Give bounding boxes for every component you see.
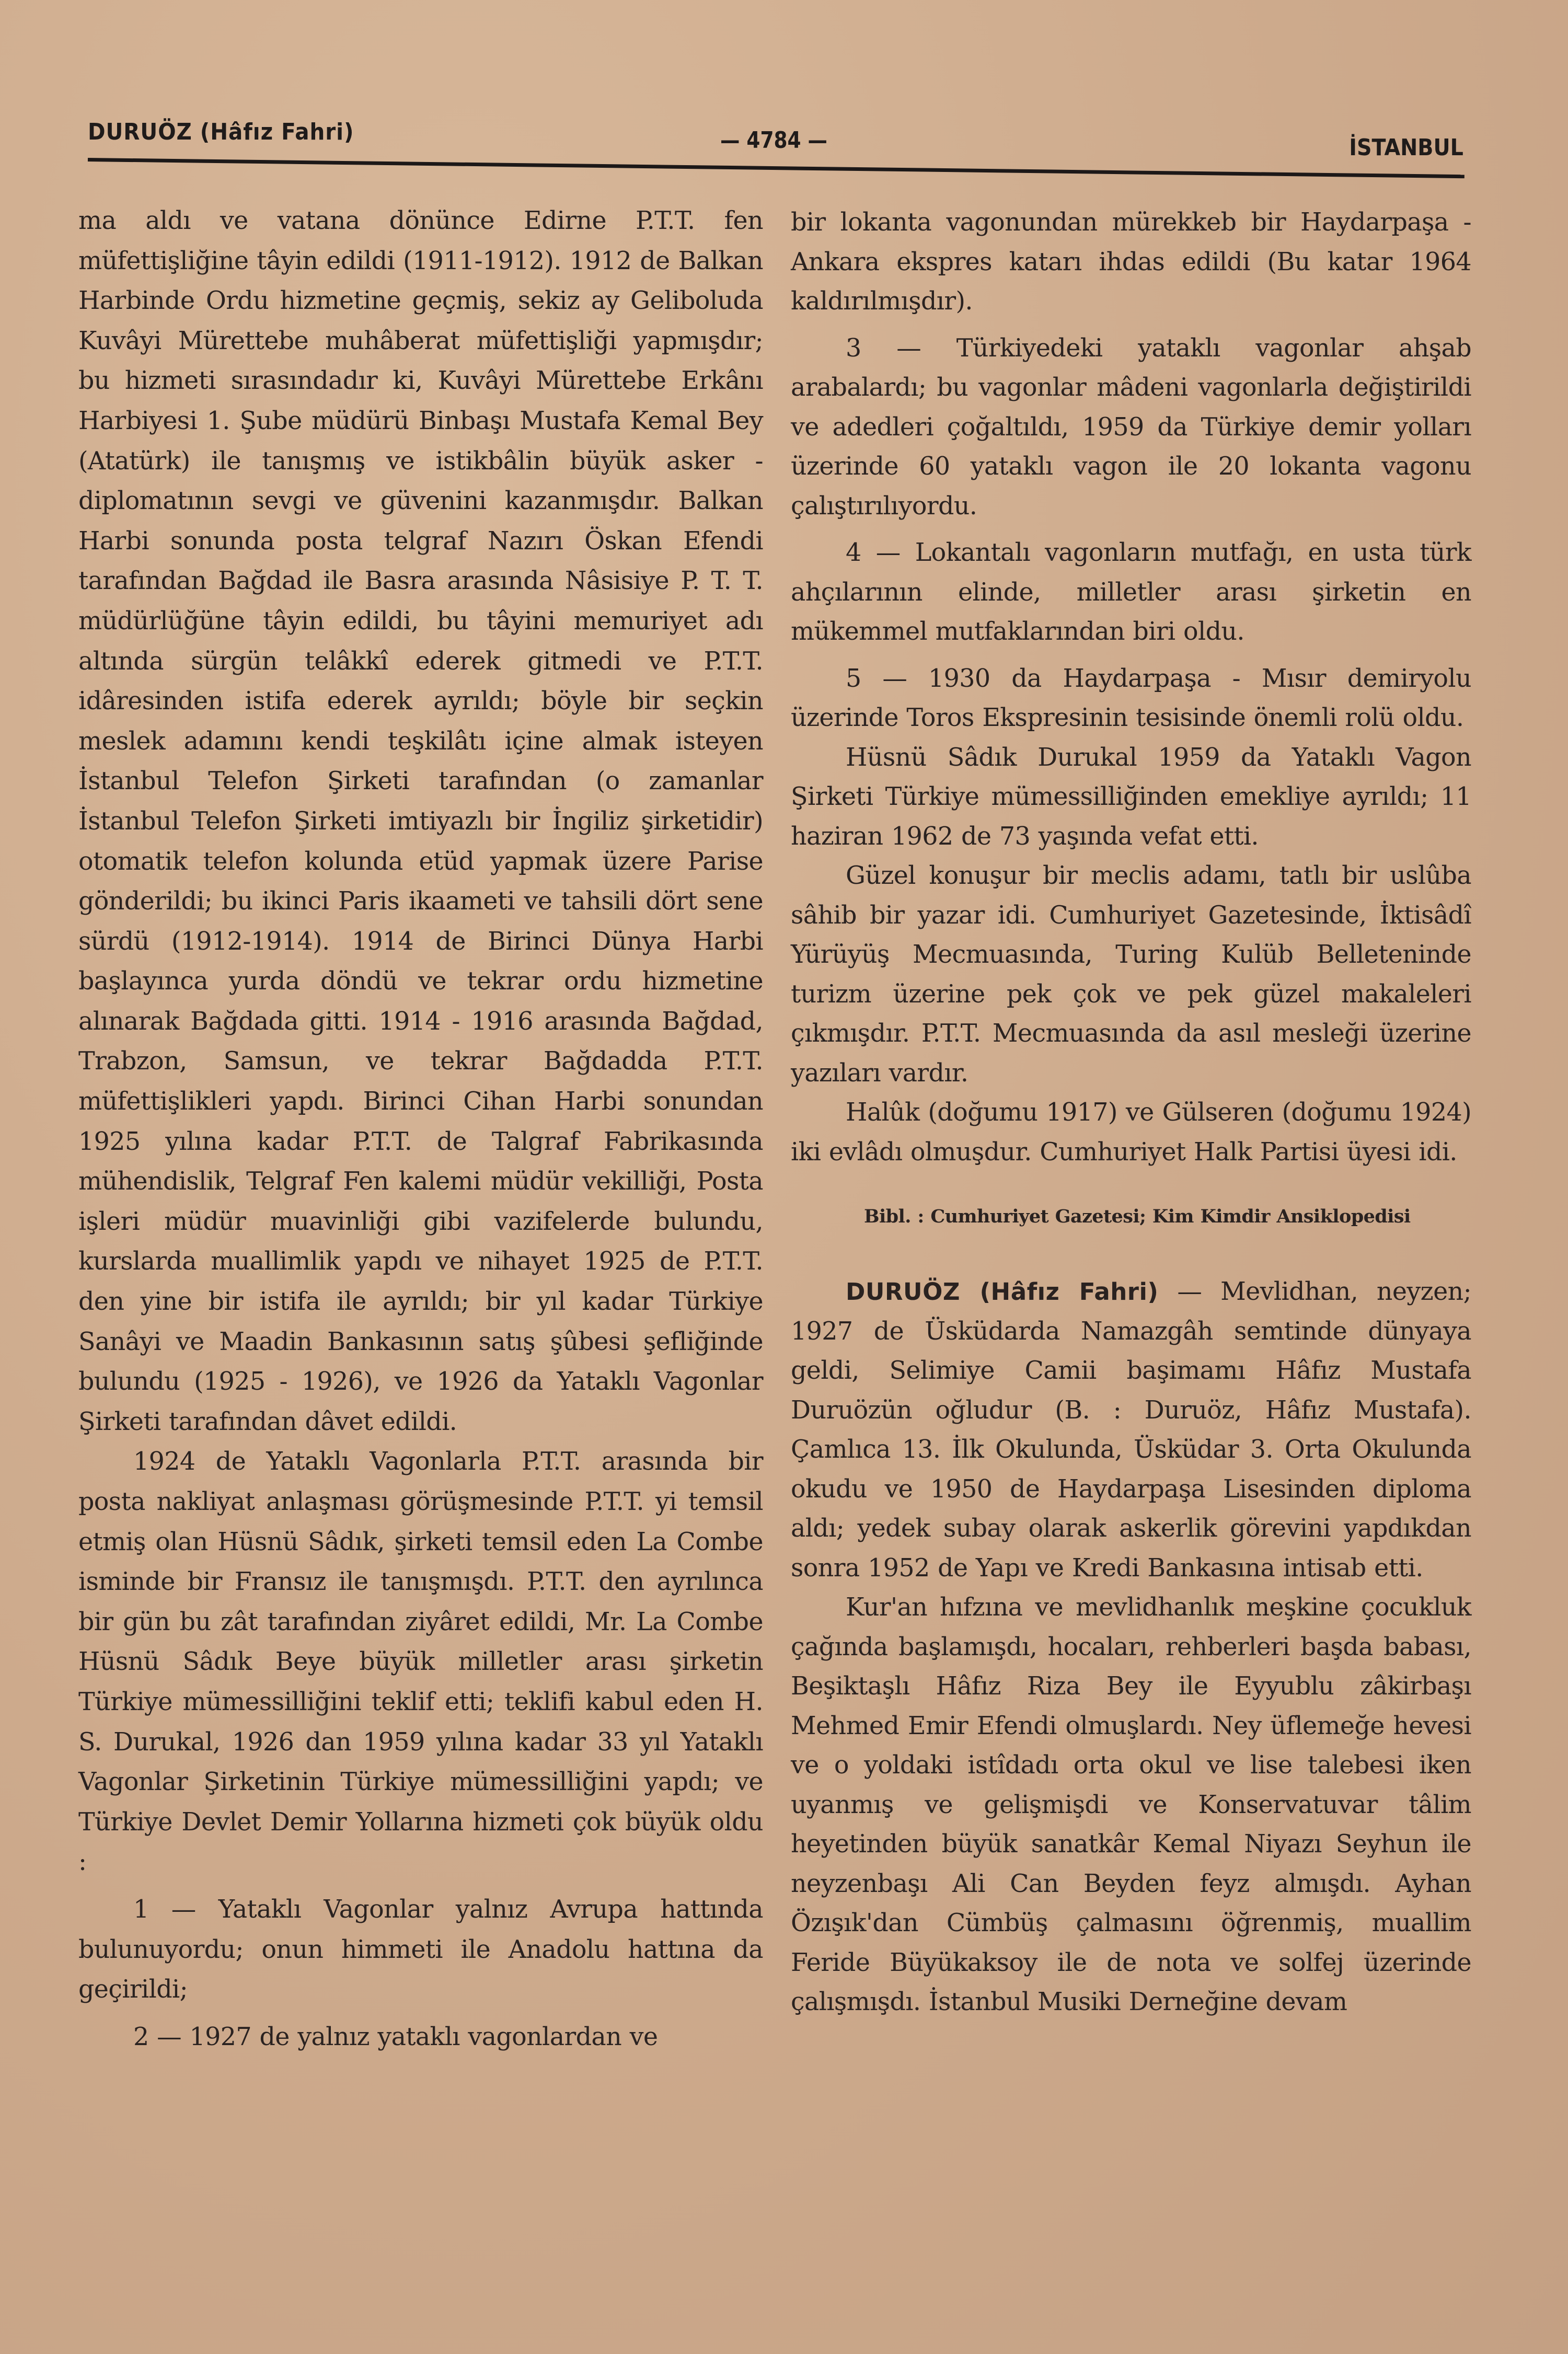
header-rule — [88, 158, 1465, 178]
page-number: — 4784 — — [720, 127, 827, 154]
encyclopedia-entry — [791, 1272, 1471, 1588]
bibliography-label: Bibl. : — [864, 1206, 924, 1227]
left-column — [78, 201, 763, 2057]
running-head — [88, 107, 1463, 161]
list-item: 4 — Lokantalı vagonların mutfağı, en usta türk ahçılarının elinde, milletler arası şirketin en mükemmel mutfaklarından biri oldu. — [791, 538, 1471, 646]
paragraph: Güzel konuşur bir meclis adamı, tatlı bir uslûba sâhib bir yazar idi. Cumhuriyet Gazetesinde, İktisâdî Yürüyüş Mecmuasında, Turing Kulüb Belleteninde turizm üzerine pek çok ve pek güzel makaleleri çıkmışdır. P.T.T. Mecmuasında da asıl mesleği üzerine yazıları vardır. — [791, 861, 1471, 1088]
running-head-city: İSTANBUL — [1349, 134, 1463, 161]
paragraph: bir lokanta vagonundan mürekkeb bir Haydarpaşa - Ankara ekspres katarı ihdas edildi (Bu katar 1964 kaldırılmışdır). — [791, 208, 1471, 316]
paragraph: Halûk (doğumu 1917) ve Gülseren (doğumu 1924) iki evlâdı olmuşdur. Cumhuriyet Halk Partisi üyesi idi. — [791, 1098, 1471, 1167]
right-column — [791, 203, 1471, 2022]
bibliography-text: Cumhuriyet Gazetesi; Kim Kimdir Ansiklopedisi — [930, 1206, 1411, 1227]
entry-headword: DURUÖZ (Hâfız Fahri) — [846, 1278, 1159, 1306]
paragraph: Hüsnü Sâdık Durukal 1959 da Yataklı Vagon Şirketi Türkiye mümessilliğinden emekliye ayrıldı; 11 haziran 1962 de 73 yaşında vefat etti. — [791, 743, 1471, 851]
paragraph: ma aldı ve vatana dönünce Edirne P.T.T. fen müfettişliğine tâyin edildi (1911-1912). 1912 de Balkan Harbinde Ordu hizmetine geçmiş, sekiz ay Geliboluda Kuvâyi Mürettebe muhâberat müfettişliği yapmışdır; bu hizmeti sırasındadır ki, Kuvâyi Mürettebe Erkânı Harbiyesi 1. Şube müdürü Binbaşı Mustafa Kemal Bey (Atatürk) ile tanışmış ve istikbâlin büyük asker - diplomatının sevgi ve güvenini kazanmışdır. Balkan Harbi sonunda posta telgraf Nazırı Öskan Efendi tarafından Bağdad ile Basra arasında Nâsisiye P. T. T. müdürlüğüne tâyin edildi, bu tâyini memuriyet adı altında sürgün telâkkî ederek gitmedi ve P.T.T. idâresinden istifa ederek ayrıldı; böyle bir seçkin meslek adamını kendi teşkilâtı içine almak isteyen İstanbul Telefon Şirketi tarafından (o zamanlar İstanbul Telefon Şirketi imtiyazlı bir İngiliz şirketidir) otomatik telefon kolunda etüd yapmak üzere Parise gönderildi; bu ikinci Paris ikaameti ve tahsili dört sene sürdü (1912-1914). 1914 de Birinci Dünya Harbi başlayınca yurda döndü ve tekrar ordu hizmetine alınarak Bağdada gitti. 1914 - 1916 arasında Bağdad, Trabzon, Samsun, ve tekrar Bağdadda P.T.T. müfettişlikleri yapdı. Birinci Cihan Harbi sonundan 1925 yılına kadar P.T.T. de Talgraf Fabrikasında mühendislik, Telgraf Fen kalemi müdür vekilliği, Posta işleri müdür muavinliği gibi vazifelerde bulundu, kurslarda muallimlik yapdı ve nihayet 1925 de P.T.T. den yine bir istifa ile ayrıldı; bir yıl kadar Türkiye Sanâyi ve Maadin Bankasının satış şûbesi şefliğinde bulundu (1925 - 1926), ve 1926 da Yataklı Vagonlar Şirketi tarafından dâvet edildi. — [78, 206, 763, 1436]
paragraph: Kur'an hıfzına ve mevlidhanlık meşkine çocukluk çağında başlamışdı, hocaları, rehberleri başda babası, Beşiktaşlı Hâfız Riza Bey ile Eyyublu zâkirbaşı Mehmed Emir Efendi olmuşlardı. Ney üflemeğe hevesi ve o yoldaki istîdadı orta okul ve lise talebesi iken uyanmış ve gelişmişdi ve Konservatuvar tâlim heyetinden büyük sanatkâr Kemal Niyazı Seyhun ile neyzenbaşı Ali Can Beyden feyz almışdı. Ayhan Özışık'dan Cümbüş çalmasını öğrenmiş, muallim Feride Büyükaksoy ile de nota ve solfej üzerinde çalışmışdı. İstanbul Musiki Derneğine devam — [791, 1593, 1471, 2016]
list-item: 5 — 1930 da Haydarpaşa - Mısır demiryolu üzerinde Toros Ekspresinin tesisinde önemli rolü oldu. — [791, 664, 1471, 732]
list-item: 2 — 1927 de yalnız yataklı vagonlardan ve — [133, 2022, 658, 2051]
paragraph: 1924 de Yataklı Vagonlarla P.T.T. arasında bir posta nakliyat anlaşması görüşmesinde P.T.T. yi temsil etmiş olan Hüsnü Sâdık, şirketi temsil eden La Combe isminde bir Fransız ile tanışmışdı. P.T.T. den ayrılınca bir gün bu zât tarafından ziyâret edildi, Mr. La Combe Hüsnü Sâdık Beye büyük milletler arası şirketin Türkiye mümessilliğini teklif etti; teklifi kabul eden H. S. Durukal, 1926 dan 1959 yılına kadar 33 yıl Yataklı Vagonlar Şirketinin Türkiye mümessilliğini yapdı; ve Türkiye Devlet Demir Yollarına hizmeti çok büyük oldu : — [78, 1447, 763, 1877]
list-item: 3 — Türkiyedeki yataklı vagonlar ahşab arabalardı; bu vagonlar mâdeni vagonlarla değiştirildi ve adedleri çoğaltıldı, 1959 da Türkiye demir yolları üzerinde 60 yataklı vagon ile 20 lokanta vagonu çalıştırılıyordu. — [791, 333, 1471, 521]
list-item: 1 — Yataklı Vagonlar yalnız Avrupa hattında bulunuyordu; onun himmeti ile Anadolu hattına da geçirildi; — [78, 1895, 763, 2004]
running-head-entry: DURUÖZ (Hâfız Fahri) — [88, 119, 354, 145]
bibliography — [791, 1198, 1471, 1236]
entry-lead: — Mevlidhan, neyzen; 1927 de Üsküdarda Namazgâh semtinde dünyaya geldi, Selimiye Camii başimamı Hâfız Mustafa Duruözün oğludur (B. : Duruöz, Hâfız Mustafa). Çamlıca 13. İlk Okulunda, Üsküdar 3. Orta Okulunda okudu ve 1950 de Haydarpaşa Lisesinden diploma aldı; yedek subay olarak askerlik görevini yapdıkdan sonra 1952 de Yapı ve Kredi Bankasına intisab etti. — [791, 1277, 1471, 1583]
